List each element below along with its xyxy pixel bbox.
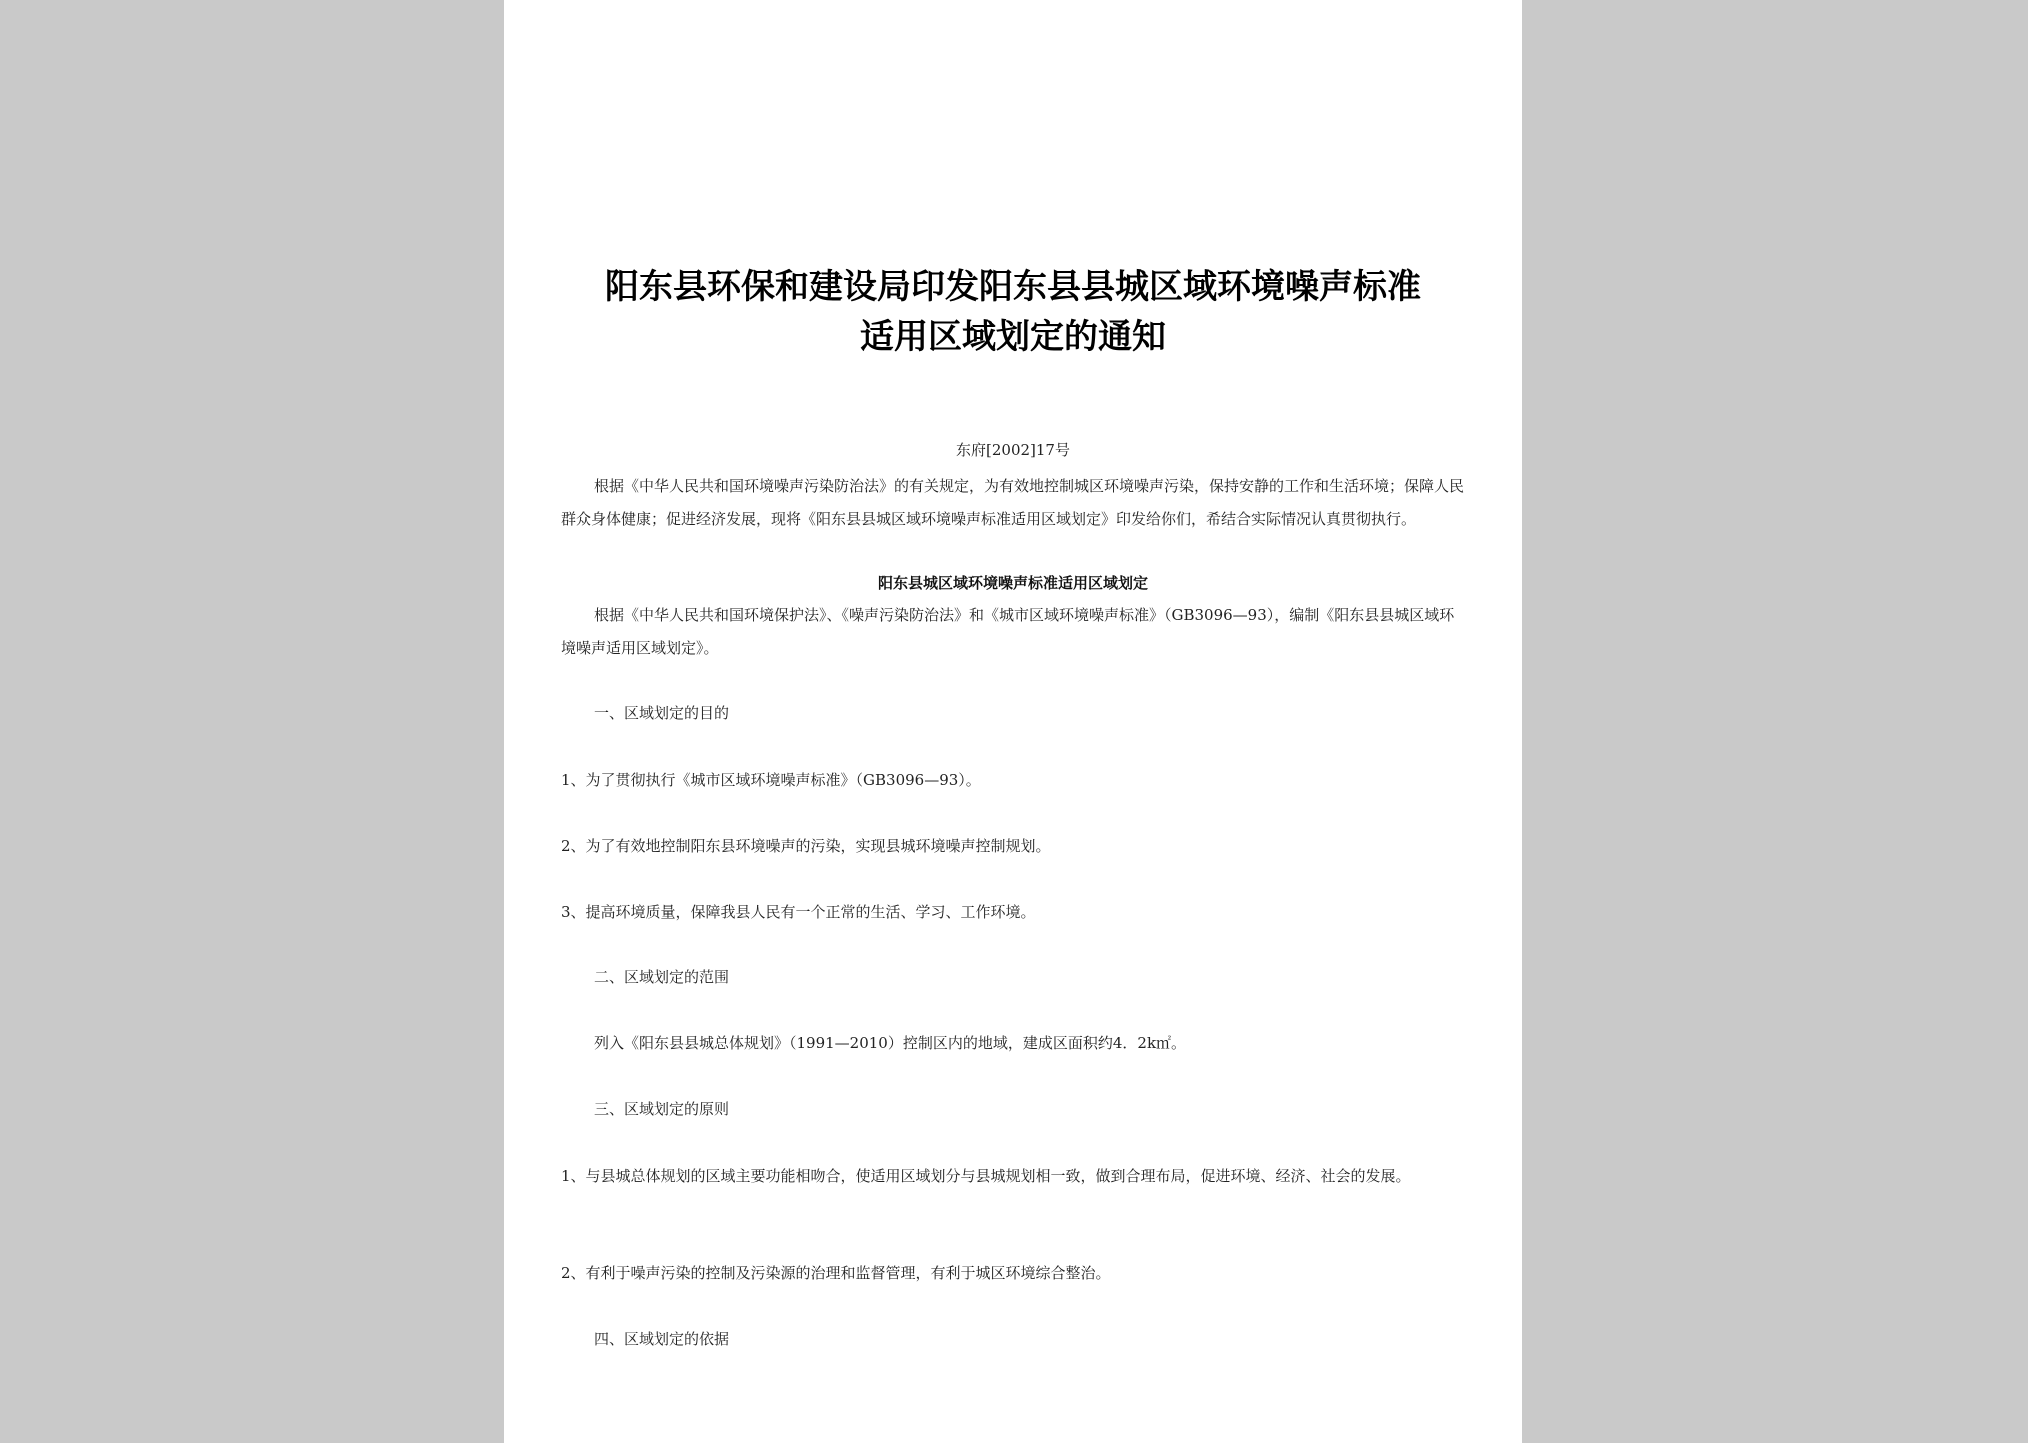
section3-item-2: 2、有利于噪声污染的控制及污染源的治理和监督管理，有利于城区环境综合整治。 [561,1264,1111,1282]
section2-text: 列入《阳东县县城总体规划》（1991—2010）控制区内的地域，建成区面积约4．2k㎡。 [594,1034,1187,1052]
section1-heading: 一、区域划定的目的 [594,704,730,722]
section1-item-1: 1、为了贯彻执行《城市区域环境噪声标准》（GB3096—93）。 [561,771,981,789]
section1-item-2: 2、为了有效地控制阳东县环境噪声的污染，实现县城环境噪声控制规划。 [561,837,1051,855]
document-title-line1: 阳东县环保和建设局印发阳东县县城区域环境噪声标准 [605,267,1421,307]
document-title [544,262,1482,362]
section2-heading: 二、区域划定的范围 [594,968,730,986]
section1-item-3: 3、提高环境质量，保障我县人民有一个正常的生活、学习、工作环境。 [561,903,1036,921]
intro-paragraph: 根据《中华人民共和国环境噪声污染防治法》的有关规定，为有效地控制城区环境噪声污染，保持安静的工作和生活环境；保障人民群众身体健康；促进经济发展，现将《阳东县县城区域环境噪声标准适用区域划定》印发给你们，希结合实际情况认真贯彻执行。 [561,477,1465,528]
section3-item-1: 1、与县城总体规划的区域主要功能相吻合，使适用区域划分与县城规划相一致，做到合理布局，促进环境、经济、社会的发展。 [561,1167,1411,1185]
document-number: 东府[2002]17号 [956,441,1070,459]
document-page [504,0,1522,1443]
document-title-line2: 适用区域划定的通知 [860,317,1166,357]
section3-heading: 三、区域划定的原则 [594,1100,730,1118]
basis-paragraph: 根据《中华人民共和国环境保护法》、《噪声污染防治法》和《城市区域环境噪声标准》（GB3096—93），编制《阳东县县城区域环境噪声适用区域划定》。 [561,606,1455,657]
section4-heading: 四、区域划定的依据 [594,1330,730,1348]
document-subtitle: 阳东县城区域环境噪声标准适用区域划定 [877,574,1148,592]
